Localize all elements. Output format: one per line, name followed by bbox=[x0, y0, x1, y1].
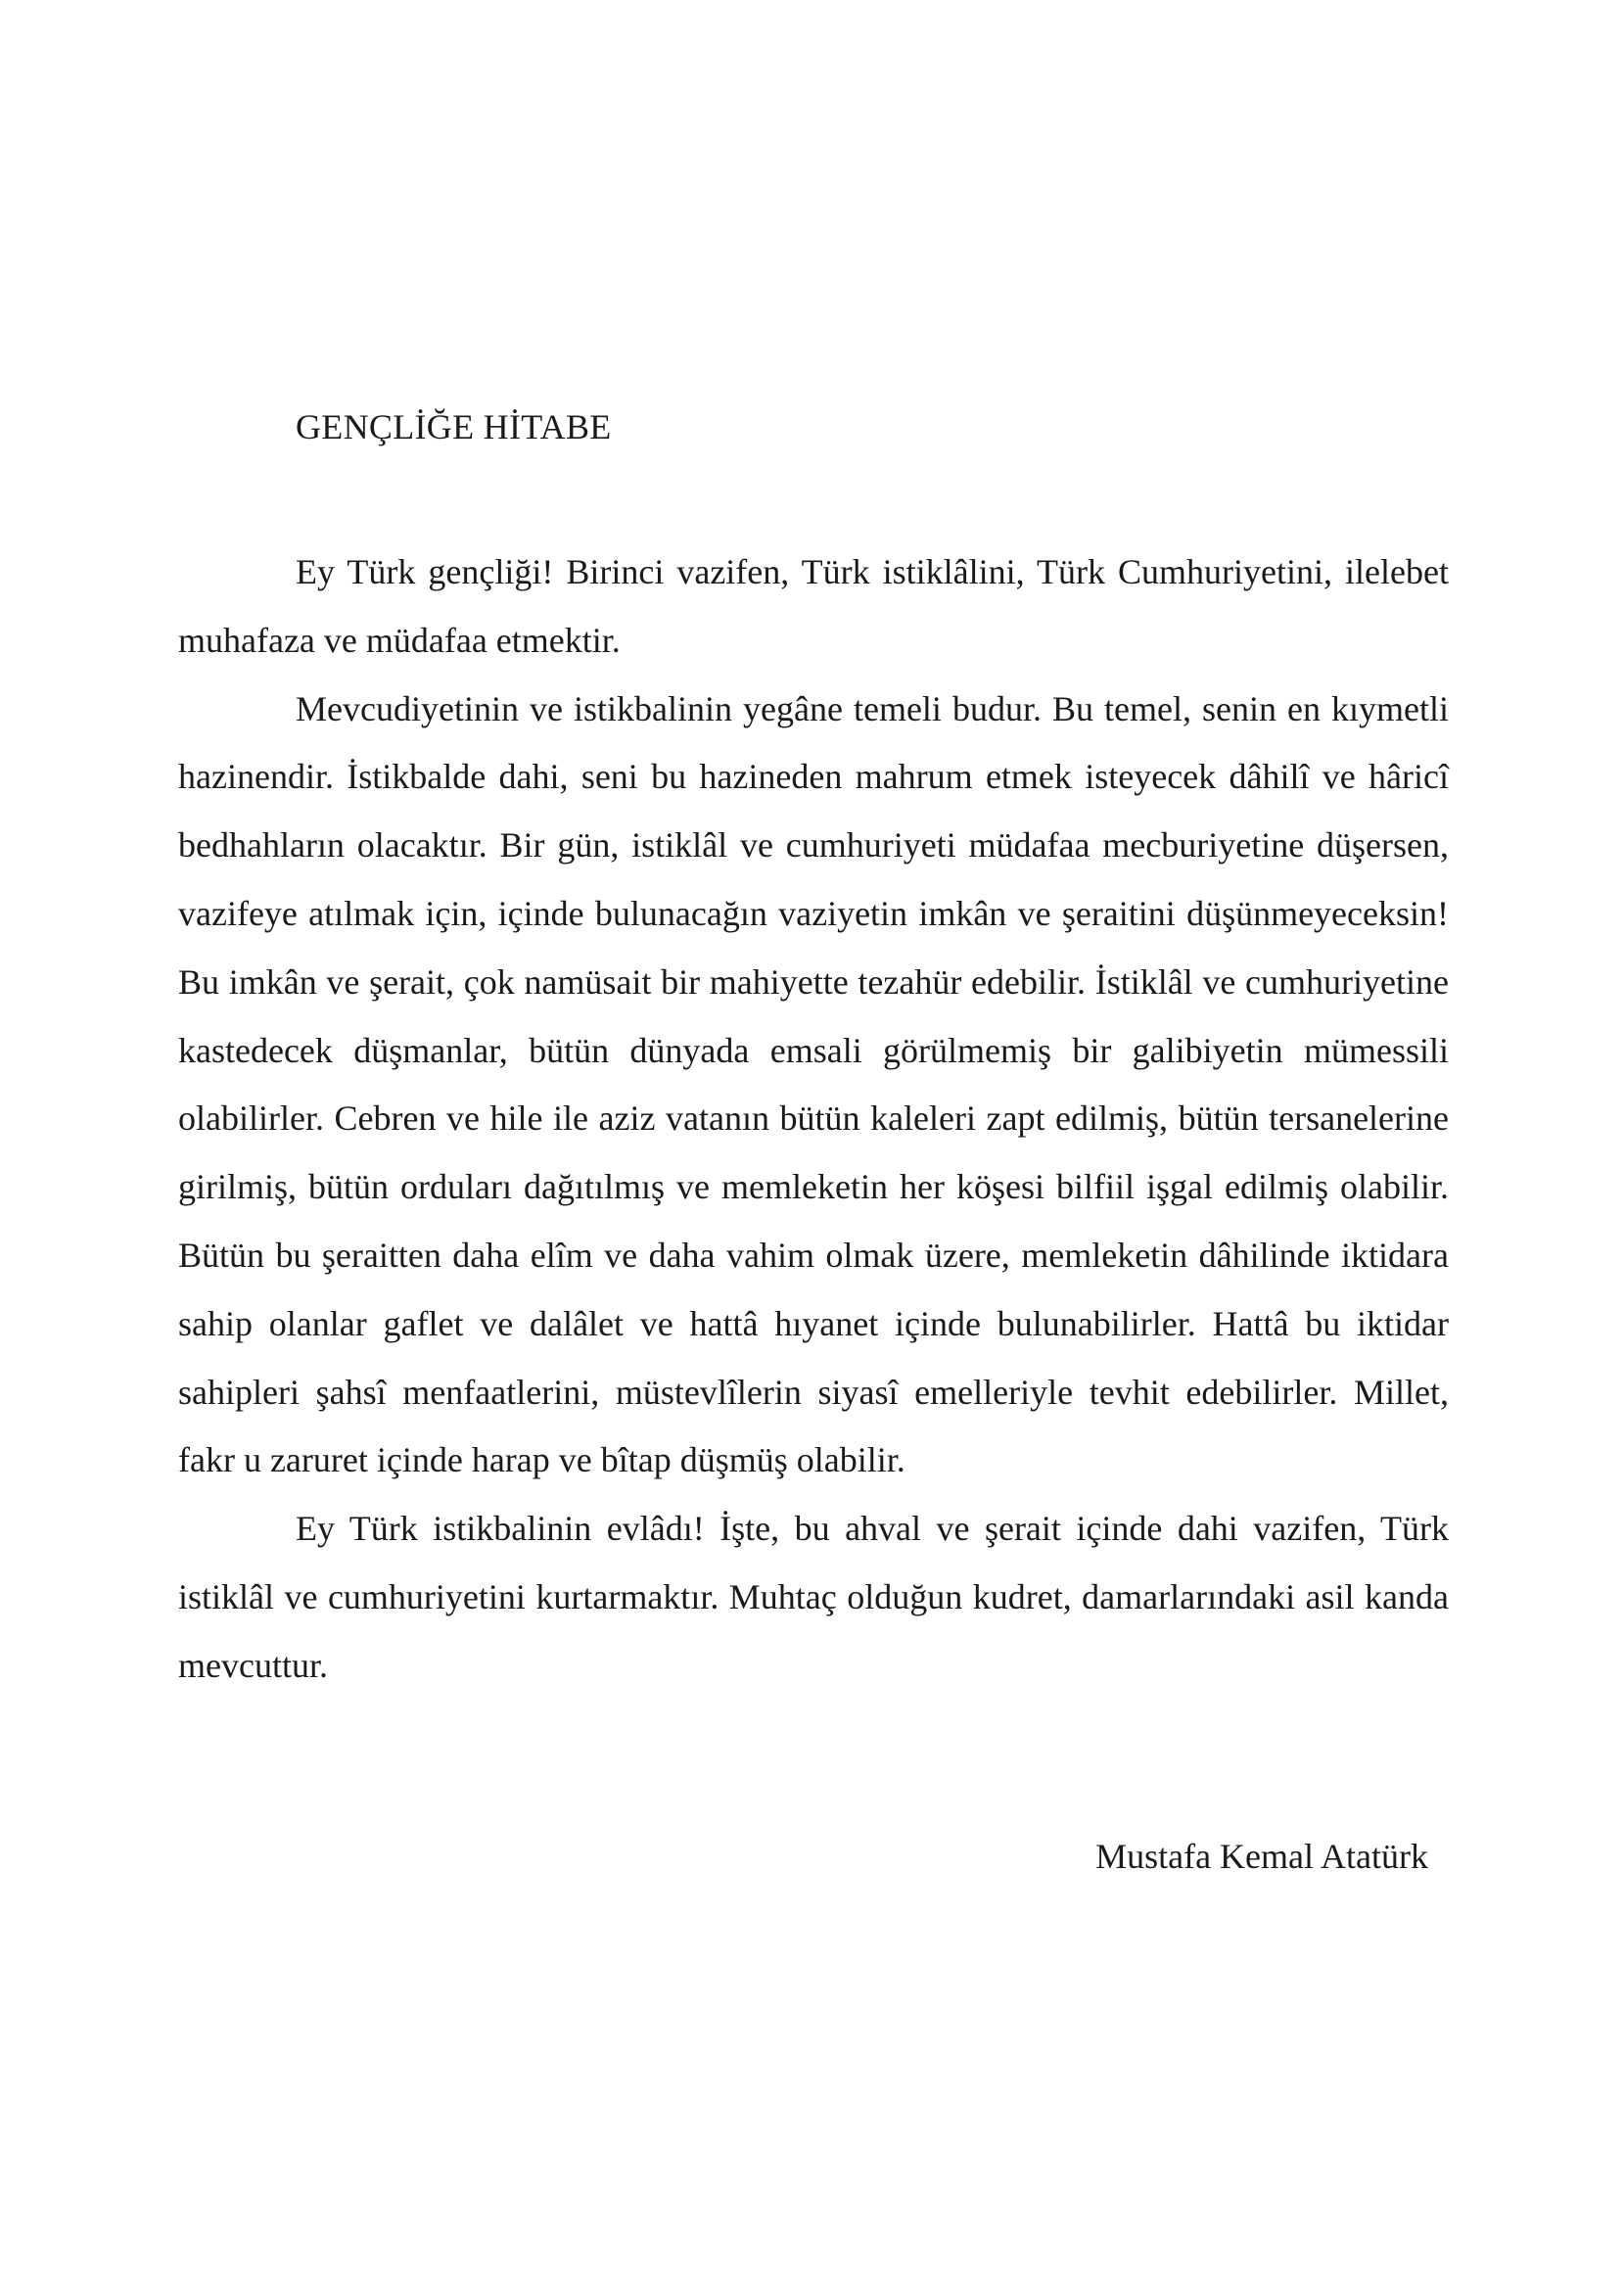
document-body bbox=[178, 538, 1449, 1701]
document-title: GENÇLİĞE HİTABE bbox=[296, 407, 612, 446]
paragraph: Mevcudiyetinin ve istikbalinin yegâne temeli budur. Bu temel, senin en kıymetli hazinendir. İstikbalde dahi, seni bu hazineden mahrum etmek isteyecek dâhilî ve hâricî bedhahların olacaktır. Bir gün, istiklâl ve cumhuriyeti müdafaa mecburiyetine düşersen, vazifeye atılmak için, içinde bulunacağın vaziyetin imkân ve şeraitini düşünmeyeceksin! Bu imkân ve şerait, çok namüsait bir mahiyette tezahür edebilir. İstiklâl ve cumhuriyetine kastedecek düşmanlar, bütün dünyada emsali görülmemiş bir galibiyetin mümessili olabilirler. Cebren ve hile ile aziz vatanın bütün kaleleri zapt edilmiş, bütün tersanelerine girilmiş, bütün orduları dağıtılmış ve memleketin her köşesi bilfiil işgal edilmiş olabilir. Bütün bu şeraitten daha elîm ve daha vahim olmak üzere, memleketin dâhilinde iktidara sahip olanlar gaflet ve dalâlet ve hattâ hıyanet içinde bulunabilirler. Hattâ bu iktidar sahipleri şahsî menfaatlerini, müstevlîlerin siyasî emelleriyle tevhit edebilirler. Millet, fakr u zaruret içinde harap ve bîtap düşmüş olabilir. bbox=[178, 688, 1449, 1480]
paragraph: Ey Türk istikbalinin evlâdı! İşte, bu ahval ve şerait içinde dahi vazifen, Türk istiklâl ve cumhuriyetini kurtarmaktır. Muhtaç olduğun kudret, damarlarındaki asil kanda mevcuttur. bbox=[178, 1509, 1449, 1685]
signature: Mustafa Kemal Atatürk bbox=[1095, 1837, 1428, 1876]
paragraph: Ey Türk gençliği! Birinci vazifen, Türk istiklâlini, Türk Cumhuriyetini, ilelebet muhafaza ve müdafaa etmektir. bbox=[178, 552, 1449, 660]
